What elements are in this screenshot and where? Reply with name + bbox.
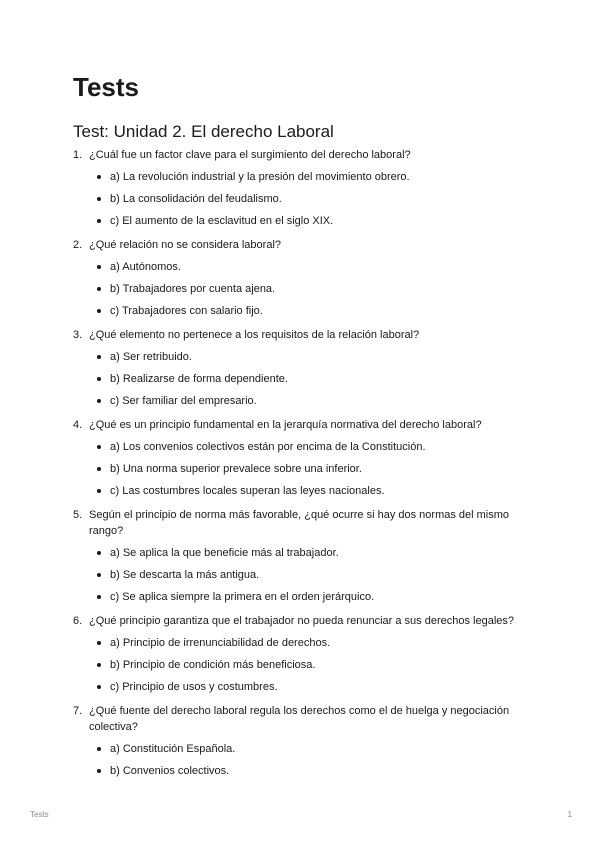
- question-item: [73, 417, 533, 499]
- bullet-icon: [97, 175, 101, 179]
- option-item: [97, 169, 533, 185]
- option-list: [73, 349, 533, 409]
- question-text: ¿Qué es un principio fundamental en la jerarquía normativa del derecho laboral?: [89, 419, 482, 431]
- bullet-icon: [97, 309, 101, 313]
- question-row: [73, 237, 533, 253]
- bullet-icon: [97, 265, 101, 269]
- option-list: [73, 545, 533, 605]
- question-number: 7.: [73, 705, 83, 717]
- question-number: 5.: [73, 509, 83, 521]
- question-row: [73, 327, 533, 343]
- bullet-icon: [97, 641, 101, 645]
- option-item: [97, 483, 533, 499]
- option-text: a) Autónomos.: [110, 261, 181, 273]
- option-item: [97, 281, 533, 297]
- option-item: [97, 439, 533, 455]
- option-item: [97, 191, 533, 207]
- option-item: [97, 213, 533, 229]
- bullet-icon: [97, 489, 101, 493]
- option-item: [97, 635, 533, 651]
- question-item: [73, 703, 533, 779]
- bullet-icon: [97, 551, 101, 555]
- question-list: [73, 147, 533, 787]
- footer-title: Tests: [30, 810, 49, 819]
- option-item: [97, 259, 533, 275]
- option-text: b) La consolidación del feudalismo.: [110, 193, 282, 205]
- option-text: c) Trabajadores con salario fijo.: [110, 305, 263, 317]
- option-text: c) Ser familiar del empresario.: [110, 395, 257, 407]
- question-number: 2.: [73, 239, 83, 251]
- option-item: [97, 657, 533, 673]
- question-item: [73, 327, 533, 409]
- question-item: [73, 147, 533, 229]
- bullet-icon: [97, 399, 101, 403]
- option-text: b) Realizarse de forma dependiente.: [110, 373, 288, 385]
- option-list: [73, 741, 533, 779]
- option-list: [73, 259, 533, 319]
- question-number: 4.: [73, 419, 83, 431]
- question-item: [73, 507, 533, 605]
- question-number: 6.: [73, 615, 83, 627]
- bullet-icon: [97, 355, 101, 359]
- option-item: [97, 741, 533, 757]
- bullet-icon: [97, 467, 101, 471]
- section-title: Test: Unidad 2. El derecho Laboral: [73, 122, 334, 141]
- option-text: a) Se aplica la que beneficie más al trabajador.: [110, 547, 339, 559]
- option-list: [73, 169, 533, 229]
- option-text: b) Se descarta la más antigua.: [110, 569, 260, 581]
- page-number: 1: [567, 810, 572, 819]
- bullet-icon: [97, 747, 101, 751]
- question-text: Según el principio de norma más favorable, ¿qué ocurre si hay dos normas del mismo rango?: [89, 509, 510, 537]
- question-row: [73, 703, 533, 735]
- option-list: [73, 439, 533, 499]
- question-text: ¿Qué relación no se considera laboral?: [89, 239, 282, 251]
- question-row: [73, 613, 533, 629]
- document-title: Tests: [73, 72, 139, 102]
- option-text: b) Principio de condición más beneficiosa.: [110, 659, 316, 671]
- option-item: [97, 349, 533, 365]
- option-item: [97, 303, 533, 319]
- option-item: [97, 393, 533, 409]
- bullet-icon: [97, 197, 101, 201]
- question-item: [73, 613, 533, 695]
- option-text: a) Constitución Española.: [110, 743, 236, 755]
- option-text: c) Principio de usos y costumbres.: [110, 681, 278, 693]
- bullet-icon: [97, 595, 101, 599]
- option-text: a) Principio de irrenunciabilidad de derechos.: [110, 637, 331, 649]
- option-item: [97, 545, 533, 561]
- option-text: b) Trabajadores por cuenta ajena.: [110, 283, 276, 295]
- option-text: b) Una norma superior prevalece sobre una inferior.: [110, 463, 362, 475]
- question-text: ¿Qué principio garantiza que el trabajador no pueda renunciar a sus derechos legales?: [89, 615, 514, 627]
- question-row: [73, 507, 533, 539]
- option-text: c) El aumento de la esclavitud en el siglo XIX.: [110, 215, 334, 227]
- option-item: [97, 763, 533, 779]
- option-text: a) Ser retribuido.: [110, 351, 192, 363]
- question-number: 3.: [73, 329, 83, 341]
- bullet-icon: [97, 219, 101, 223]
- question-text: ¿Qué elemento no pertenece a los requisitos de la relación laboral?: [89, 329, 420, 341]
- question-text: ¿Qué fuente del derecho laboral regula los derechos como el de huelga y negociación colectiva?: [89, 705, 510, 733]
- option-item: [97, 567, 533, 583]
- bullet-icon: [97, 445, 101, 449]
- question-row: [73, 147, 533, 163]
- bullet-icon: [97, 377, 101, 381]
- bullet-icon: [97, 769, 101, 773]
- bullet-icon: [97, 573, 101, 577]
- option-list: [73, 635, 533, 695]
- option-text: c) Las costumbres locales superan las leyes nacionales.: [110, 485, 385, 497]
- question-row: [73, 417, 533, 433]
- option-item: [97, 461, 533, 477]
- question-number: 1.: [73, 149, 83, 161]
- option-text: c) Se aplica siempre la primera en el orden jerárquico.: [110, 591, 375, 603]
- bullet-icon: [97, 663, 101, 667]
- question-item: [73, 237, 533, 319]
- option-text: a) Los convenios colectivos están por encima de la Constitución.: [110, 441, 426, 453]
- bullet-icon: [97, 287, 101, 291]
- option-text: a) La revolución industrial y la presión del movimiento obrero.: [110, 171, 410, 183]
- option-text: b) Convenios colectivos.: [110, 765, 230, 777]
- option-item: [97, 371, 533, 387]
- option-item: [97, 589, 533, 605]
- option-item: [97, 679, 533, 695]
- question-text: ¿Cuál fue un factor clave para el surgimiento del derecho laboral?: [89, 149, 411, 161]
- bullet-icon: [97, 685, 101, 689]
